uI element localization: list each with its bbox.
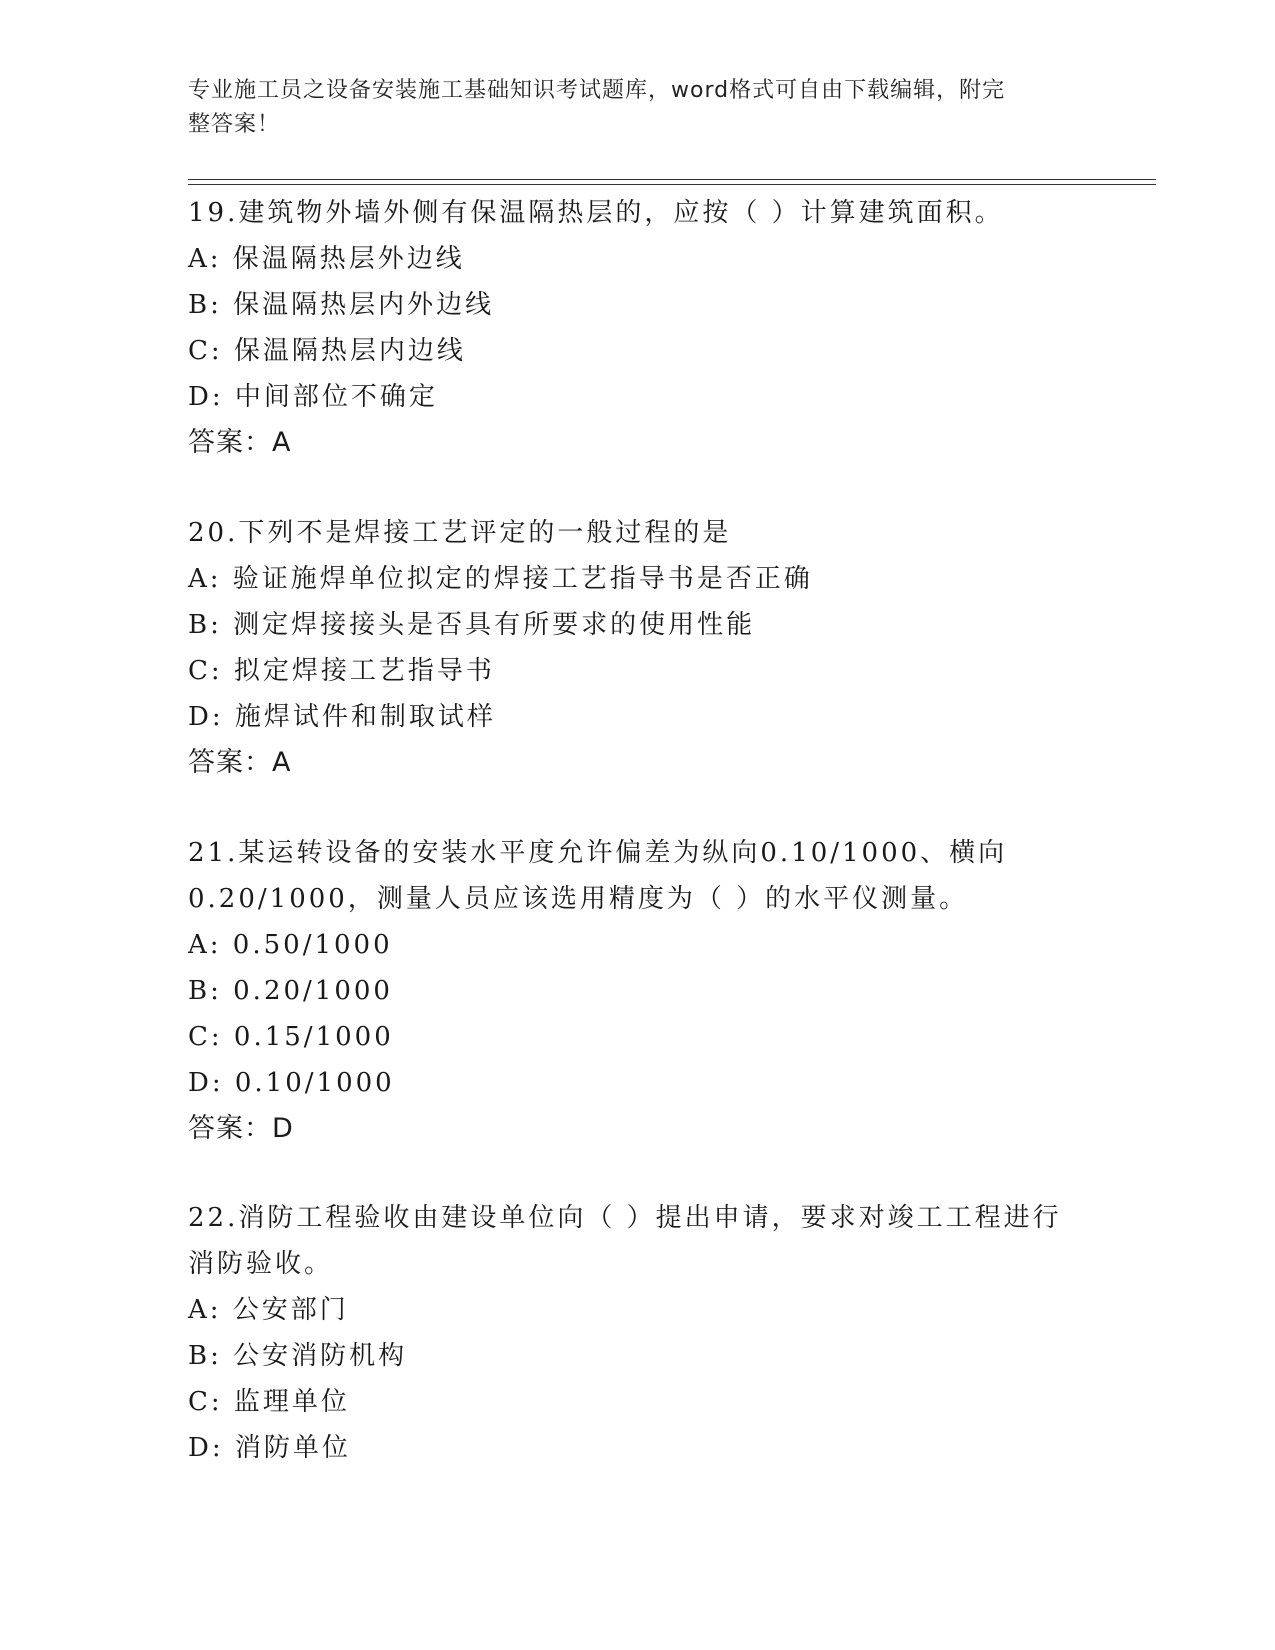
question-text: 20.下列不是焊接工艺评定的一般过程的是 bbox=[188, 518, 732, 548]
header-divider-top bbox=[188, 179, 1156, 180]
question-text-line-1: 21.某运转设备的安装水平度允许偏差为纵向0.10/1000、横向 bbox=[188, 838, 1008, 868]
option-a: A: 0.50/1000 bbox=[188, 930, 393, 960]
option-d: D: 施焊试件和制取试样 bbox=[188, 702, 496, 732]
question-19 bbox=[188, 190, 1088, 466]
option-a: A: 保温隔热层外边线 bbox=[188, 244, 465, 274]
answer: 答案：D bbox=[188, 1113, 294, 1144]
option-a: A: 公安部门 bbox=[188, 1295, 349, 1325]
question-22 bbox=[188, 1195, 1088, 1471]
document-header bbox=[188, 74, 1068, 142]
option-d: D: 消防单位 bbox=[188, 1433, 351, 1463]
option-b: B: 0.20/1000 bbox=[188, 976, 393, 1006]
option-c: C: 0.15/1000 bbox=[188, 1022, 394, 1052]
header-divider-bottom bbox=[188, 184, 1156, 185]
option-d: D: 0.10/1000 bbox=[188, 1068, 395, 1098]
question-20 bbox=[188, 510, 1088, 786]
option-d: D: 中间部位不确定 bbox=[188, 382, 438, 412]
option-c: C: 保温隔热层内边线 bbox=[188, 336, 466, 366]
option-c: C: 拟定焊接工艺指导书 bbox=[188, 656, 495, 686]
answer: 答案：A bbox=[188, 427, 292, 458]
answer: 答案：A bbox=[188, 747, 292, 778]
header-title-line-2: 整答案！ bbox=[188, 112, 281, 137]
option-b: B: 测定焊接接头是否具有所要求的使用性能 bbox=[188, 610, 756, 640]
question-21 bbox=[188, 830, 1088, 1152]
question-text: 19.建筑物外墙外侧有保温隔热层的，应按（ ）计算建筑面积。 bbox=[188, 198, 1004, 228]
question-text-line-1: 22.消防工程验收由建设单位向（ ）提出申请，要求对竣工工程进行 bbox=[188, 1203, 1062, 1233]
question-text-line-2: 0.20/1000，测量人员应该选用精度为（ ）的水平仪测量。 bbox=[188, 884, 969, 914]
option-c: C: 监理单位 bbox=[188, 1387, 350, 1417]
question-text-line-2: 消防验收。 bbox=[188, 1249, 334, 1279]
option-a: A: 验证施焊单位拟定的焊接工艺指导书是否正确 bbox=[188, 564, 813, 594]
option-b: B: 公安消防机构 bbox=[188, 1341, 408, 1371]
header-title-line-1: 专业施工员之设备安装施工基础知识考试题库，word格式可自由下载编辑，附完 bbox=[188, 78, 1006, 103]
option-b: B: 保温隔热层内外边线 bbox=[188, 290, 495, 320]
